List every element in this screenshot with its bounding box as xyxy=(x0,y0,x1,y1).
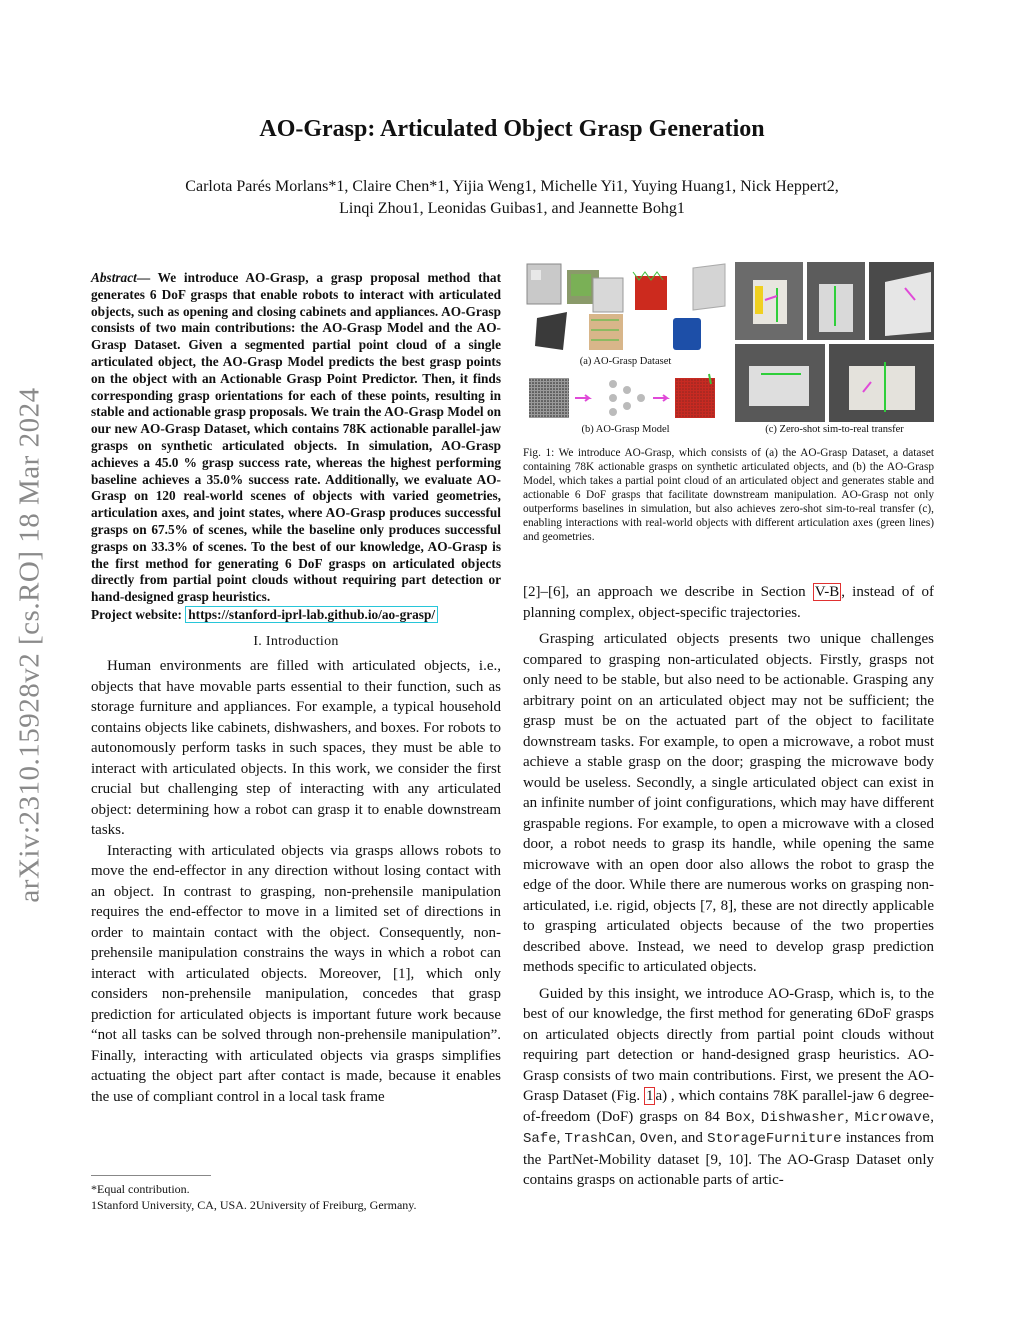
figure-label-a: (a) AO-Grasp Dataset xyxy=(579,356,672,367)
arxiv-identifier: arXiv:2310.15928v2 [cs.RO] 18 Mar 2024 xyxy=(13,387,46,903)
abstract xyxy=(91,270,501,606)
category-microwave: Microwave xyxy=(854,1109,931,1126)
figure-label-c: (c) Zero-shot sim-to-real transfer xyxy=(765,424,904,435)
figure-label-b: (b) AO-Grasp Model xyxy=(581,424,670,435)
right-paragraph-1: Grasping articulated objects presents two unique challenges compared to grasping non-articulated objects. Firstly, grasps not only need to be stable, but also need to be actionable. Grasping any arbitrary point on an articulated object may not be sufficient; the grasp must be on the actuated part of the object to facilitate downstream tasks. For example, to open a microwave, a robot must achieve a stable grasp on the door; grasping the microwave body would be useless. Secondly, a single articulated object can exist in an infinite number of joint configurations, which may have different graspable regions. For example, to open a microwave with a closed door, a robot needs to grasp its handle, while opening the same microwave with an open door also allows the robot to grasp the edge of the door. While there are numerous works on grasping non-articulated, i.e. rigid, objects [7, 8], these are not directly applicable to grasping articulated objects because of the two properties described above. Instead, we need to develop grasp prediction methods specific to articulated objects. xyxy=(523,631,934,975)
intro-paragraph-2: Interacting with articulated objects via grasps allows robots to move the end-effector in any direction without losing contact with an object. In contrast to grasping, non-prehensile manipulation requires the end-effector to move in a limited set of directions in order to maintain contact with the object. Consequently, non-prehensile manipulation constrains the ways in which a robot can interact with articulated objects. Moreover, [1], which only considers non-prehensile manipulation, concedes that grasp prediction for articulated objects is important future work because “not all tasks can be solved through non-prehensile manipulation”. Finally, interacting with articulated objects via grasps simplifies actuating the object part after contact is made, because it enables the use of compliant control in a local task frame xyxy=(91,842,501,1105)
abstract-body: — We introduce AO-Grasp, a grasp proposal method that generates 6 DoF grasps that enable robots to interact with articulated objects, such as opening and closing cabinets and appliances. AO-Grasp consists of two main contributions: the AO-Grasp Model and the AO-Grasp Dataset. Given a segmented partial point cloud of a single articulated object, the AO-Grasp Model predicts the best grasp points on the object with an Actionable Grasp Point Predictor. Then, it finds corresponding grasp orientations for each of these points, resulting in stable and actionable grasp proposals. We train the AO-Grasp Model on our new AO-Grasp Dataset, which contains 78K actionable parallel-jaw grasps on synthetic articulated objects. In simulation, AO-Grasp achieves a 45.0 % grasp success rate, whereas the highest performing baseline achieves a 35.0% success rate. Additionally, we evaluate AO-Grasp on 120 real-world scenes of objects with varied geometries, articulation axes, and joint states, where AO-Grasp produces successful grasps on 67.5% of scenes, while the baseline only produces successful grasps on 33.3% of scenes. To the best of our knowledge, AO-Grasp is the first method for generating 6 DoF grasps on articulated objects directly from partial point clouds without requiring part detection or hand-designed grasp heuristics. xyxy=(91,270,501,605)
category-box: Box xyxy=(725,1109,751,1126)
abstract-label: Abstract xyxy=(91,270,137,285)
category-dishwasher: Dishwasher xyxy=(760,1109,845,1126)
figure-reference-link[interactable]: 1 xyxy=(645,1088,654,1104)
left-column xyxy=(91,270,501,1107)
section-reference-link[interactable]: V-B xyxy=(814,584,840,600)
category-safe: Safe xyxy=(523,1131,557,1147)
footnote-affiliations: 1Stanford University, CA, USA. 2University of Freiburg, Germany. xyxy=(91,1198,417,1212)
author-line-1: Carlota Parés Morlans*1, Claire Chen*1, Yijia Weng1, Michelle Yi1, Yuying Huang1, Nick Heppert2, xyxy=(185,178,839,195)
project-label: Project website: xyxy=(91,606,182,622)
project-link[interactable]: https://stanford-iprl-lab.github.io/ao-grasp/ xyxy=(185,606,438,623)
footnote-equal-contribution: *Equal contribution. xyxy=(91,1182,190,1196)
dataset-objects-image xyxy=(523,262,728,354)
project-website xyxy=(91,607,501,624)
author-line-2: Linqi Zhou1, Leonidas Guibas1, and Jeannette Bohg1 xyxy=(339,200,685,217)
author-list xyxy=(120,176,904,220)
paper-title: AO-Grasp: Articulated Object Grasp Generation xyxy=(259,116,765,142)
real-world-photos-image xyxy=(735,262,934,422)
figure-1 xyxy=(523,262,934,437)
category-oven: Oven xyxy=(639,1131,674,1147)
section-heading-introduction: I. Introduction xyxy=(253,633,339,649)
right-paragraph-2: Guided by this insight, we introduce AO-Grasp, which is, to the best of our knowledge, the first method for generating 6DoF grasps on articulated objects directly from partial point clouds without requiring part detection or hand-designed grasp heuristics. AO-Grasp consists of two main contributions. First, we present the AO-Grasp Dataset (Fig. 1 a) , which contains 78K parallel-jaw 6 degree-of-freedom (DoF) grasps on 84 Box, Dishwasher, Microwave, Safe, TrashCan, Oven, and StorageFurniture instances from the PartNet-Mobility dataset [9, 10]. The AO-Grasp Dataset only contains grasps on actionable parts of artic- xyxy=(523,985,935,1188)
model-pipeline-image xyxy=(523,370,728,422)
figure-1-caption: Fig. 1: We introduce AO-Grasp, which consists of (a) the AO-Grasp Dataset, a dataset containing 78K actionable grasps on synthetic articulated objects, and (b) the AO-Grasp Model, which takes a partial point cloud of an articulated object and generates stable and actionable 6 DoF grasps that facilitate downstream manipulation. AO-Grasp not only outperforms baselines in simulation, but also achieves zero-shot sim-to-real transfer (c), enabling interactions with real-world objects with different articulation axes (green lines) and geometries. xyxy=(523,447,934,543)
footnotes xyxy=(91,1181,501,1213)
right-column xyxy=(523,582,934,1191)
right-paragraph-0: [2]–[6], an approach we describe in Section V-B , instead of of planning complex, object-specific trajectories. xyxy=(523,584,934,621)
intro-paragraph-1: Human environments are filled with articulated objects, i.e., objects that have movable parts essential to their function, such as storage furniture and appliances. For example, a typical household contains objects like cabinets, dishwashers, and boxes. For robots to autonomously perform tasks in such spaces, they must be able to interact with articulated objects. In this work, we consider the first crucial but challenging step of interacting with any articulated object: determining how a robot can grasp it to enable downstream tasks. xyxy=(91,658,501,839)
footnote-divider xyxy=(91,1175,211,1176)
category-trashcan: TrashCan xyxy=(564,1131,632,1147)
category-storagefurniture: StorageFurniture xyxy=(707,1131,842,1147)
